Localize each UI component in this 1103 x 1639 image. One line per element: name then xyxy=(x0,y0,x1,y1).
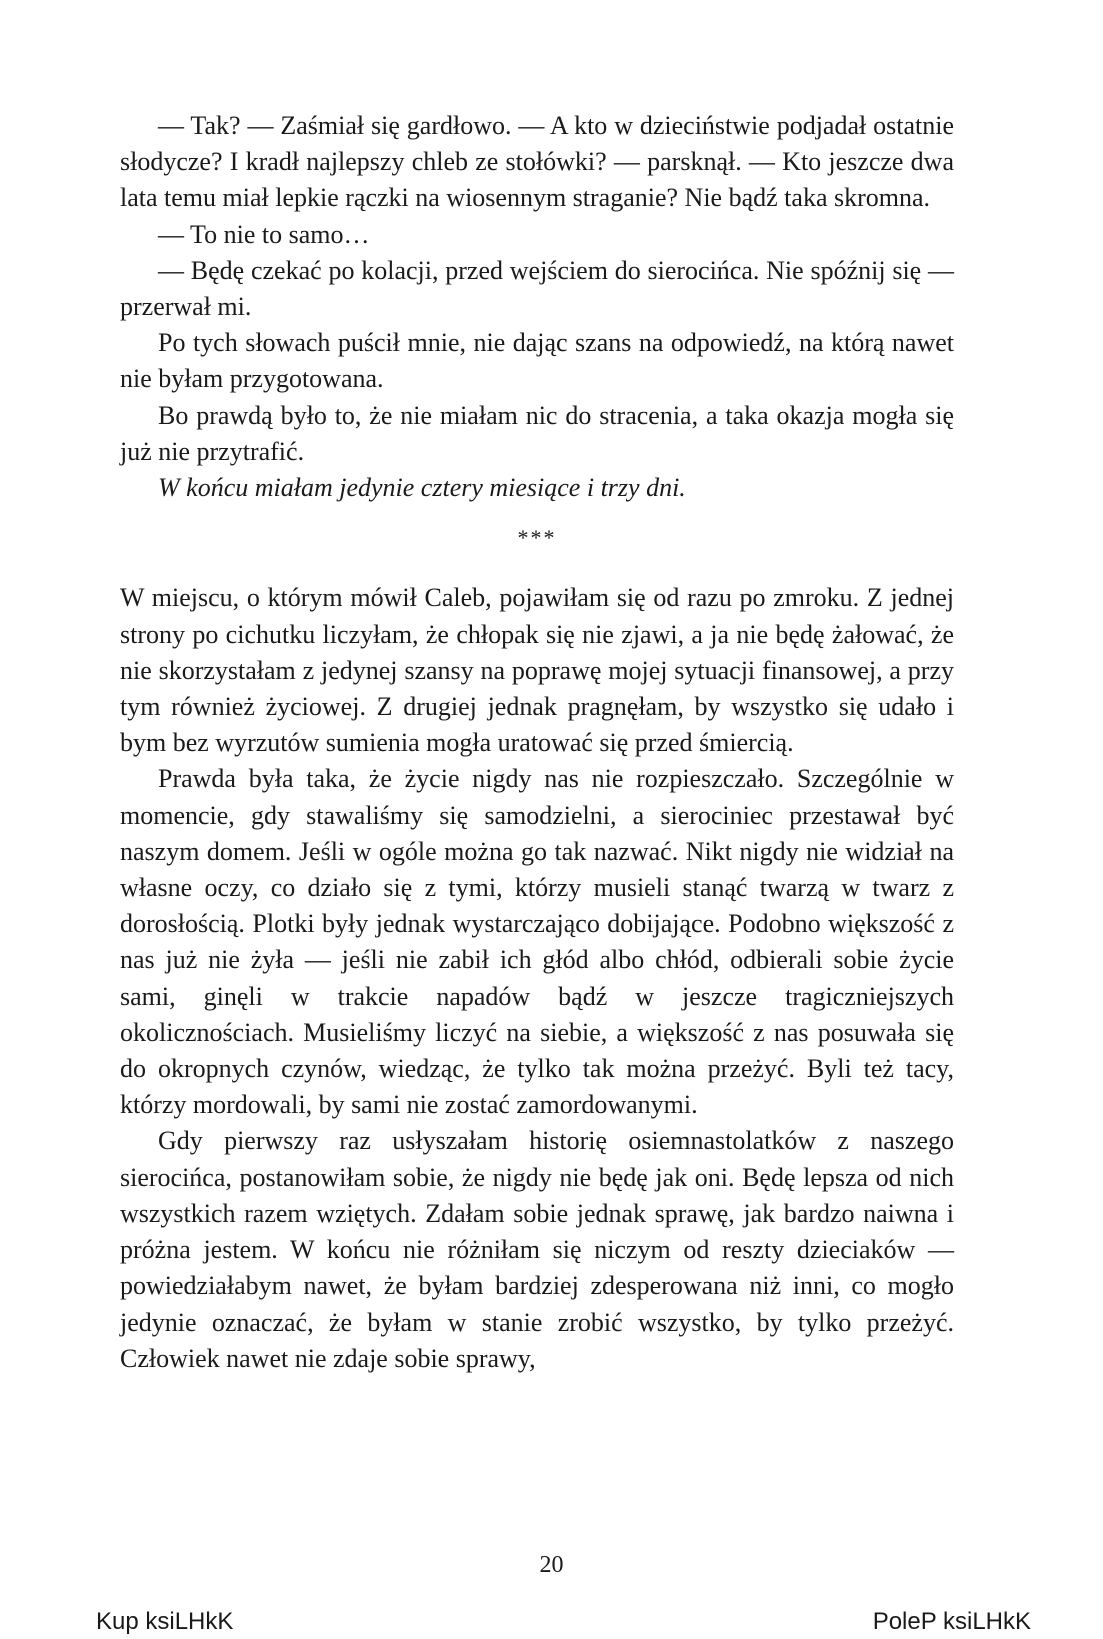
paragraph: Po tych słowach puścił mnie, nie dając szans na odpowiedź, na którą nawet nie byłam przygotowana. xyxy=(120,328,954,394)
paragraph: Prawda była taka, że życie nigdy nas nie rozpieszczało. Szczególnie w momencie, gdy stawaliśmy się samodzielni, a sierociniec przestawał być naszym domem. Jeśli w ogóle można go tak nazwać. Nikt nigdy nie widział na własne oczy, co działo się z tymi, którzy musieli stanąć twarzą w twarz z dorosłością. Plotki były jednak wystarczająco dobijające. Podobno większość z nas już nie żyła — jeśli nie zabił ich głód albo chłód, odbierali sobie życie sami, ginęli w trakcie napadów bądź w jeszcze tragiczniejszych okolicznościach. Musieliśmy liczyć na siebie, a większość z nas posuwała się do okropnych czynów, wiedząc, że tylko tak można przeżyć. Byli też tacy, którzy mordowali, by sami nie zostać zamordowanymi. xyxy=(120,764,954,1120)
footer-recommend-link[interactable]: PoleP ksiLHkK xyxy=(872,1608,1031,1635)
page-body xyxy=(120,108,954,1377)
paragraph: Gdy pierwszy raz usłyszałam historię osiemnastolatków z naszego sierocińca, postanowiłam sobie, że nigdy nie będę jak oni. Będę lepsza od nich wszystkich razem wziętych. Zdałam sobie jednak sprawę, jak bardzo naiwna i próżna jestem. W końcu nie różniłam się niczym od reszty dzieciaków — powiedziałabym nawet, że byłam bardziej zdesperowana niż inni, co mogło jedynie oznaczać, że byłam w stanie zrobić wszystko, by tylko przeżyć. Człowiek nawet nie zdaje sobie sprawy, xyxy=(120,1126,954,1373)
page-number: 20 xyxy=(539,1552,564,1578)
paragraph: — Będę czekać po kolacji, przed wejściem do sierocińca. Nie spóźnij się — przerwał mi. xyxy=(120,255,954,322)
paragraph: W miejscu, o którym mówił Caleb, pojawiłam się od razu po zmroku. Z jednej strony po cichutku liczyłam, że chłopak się nie zjawi, a ja nie będę żałować, że nie skorzystałam z jedynej szansy na poprawę mojej sytuacji finansowej, a przy tym również życiowej. Z drugiej jednak pragnęłam, by wszystko się udało i bym bez wyrzutów sumienia mogła uratować się przed śmiercią. xyxy=(120,583,954,758)
section-separator: *** xyxy=(517,525,557,551)
paragraph: Bo prawdą było to, że nie miałam nic do stracenia, a taka okazja mogła się już nie przytrafić. xyxy=(120,400,954,466)
paragraph: — To nie to samo… xyxy=(158,219,370,249)
footer-buy-link[interactable]: Kup ksiLHkK xyxy=(96,1608,234,1635)
italic-paragraph: W końcu miałam jedynie cztery miesiące i trzy dni. xyxy=(158,473,686,503)
paragraph: — Tak? — Zaśmiał się gardłowo. — A kto w dzieciństwie podjadał ostatnie słodycze? I kradł najlepszy chleb ze stołówki? — parsknął. — Kto jeszcze dwa lata temu miał lepkie rączki na wiosennym straganie? Nie bądź taka skromna. xyxy=(120,111,954,213)
